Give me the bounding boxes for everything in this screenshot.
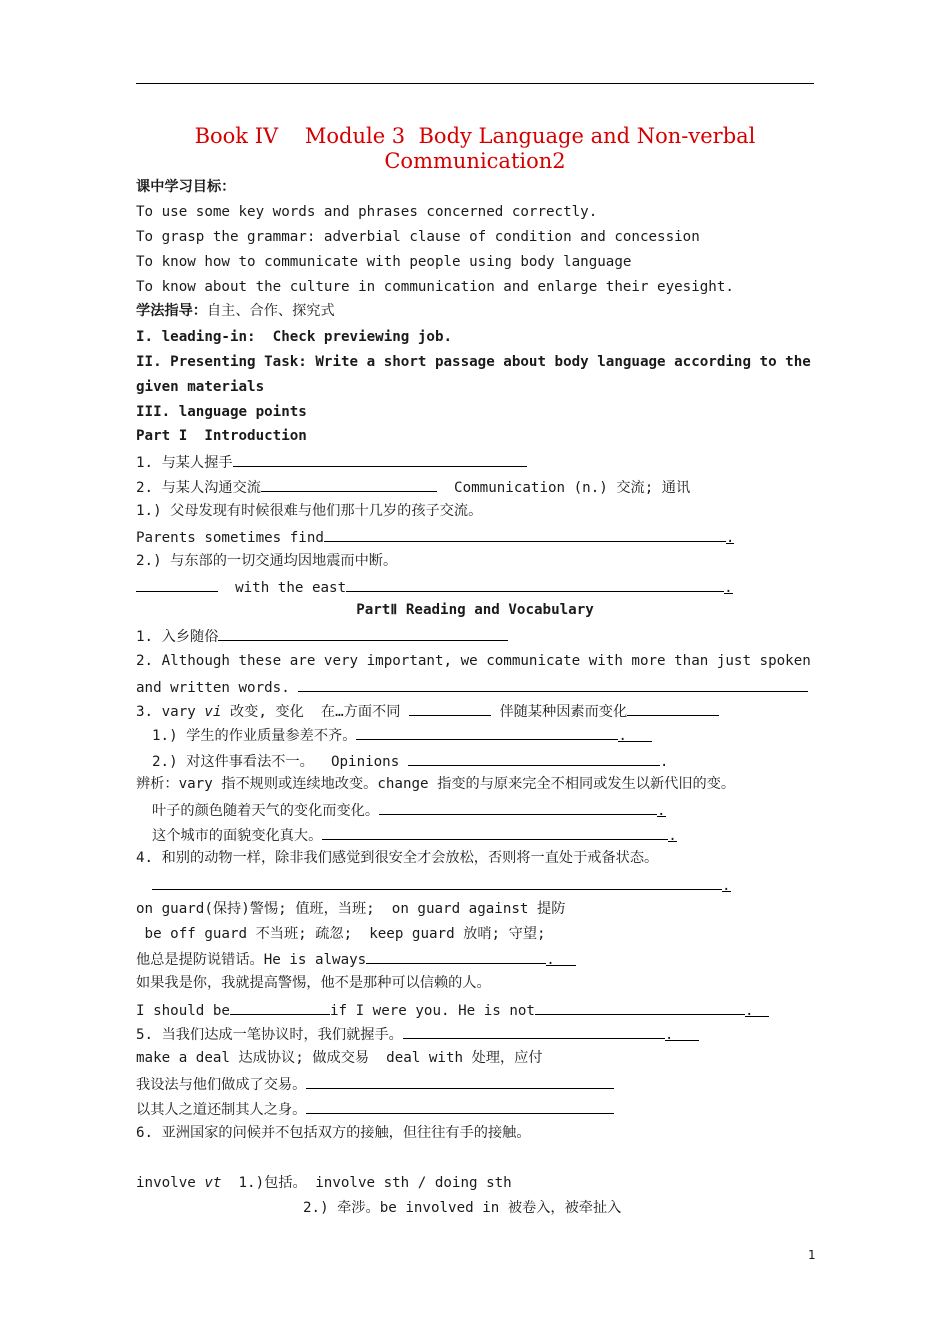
guard-ex1: 他总是提防说错话。He is always . bbox=[136, 948, 576, 970]
involve-note-1: involve vt 1.)包括。 involve sth / doing sth bbox=[136, 1175, 512, 1191]
objective-1: To use some key words and phrases concerned correctly. bbox=[136, 204, 598, 220]
answer-blank[interactable] bbox=[356, 724, 618, 740]
answer-blank[interactable] bbox=[409, 700, 491, 716]
guard-ex2: 如果我是你，我就提高警惕，他不是那种可以信赖的人。 bbox=[136, 975, 491, 991]
part1-heading: Part I Introduction bbox=[136, 428, 307, 444]
part2-item2-line2: and written words. bbox=[136, 676, 808, 698]
part1-item1: 1. 与某人握手 bbox=[136, 451, 527, 473]
part1-ex1-en: Parents sometimes find . bbox=[136, 526, 734, 548]
answer-blank[interactable] bbox=[379, 799, 657, 815]
part2-item6: 6. 亚洲国家的问候并不包括双方的接触，但往往有手的接触。 bbox=[136, 1125, 531, 1141]
answer-blank[interactable] bbox=[136, 576, 218, 592]
answer-blank[interactable] bbox=[322, 824, 668, 840]
part2-heading: PartⅡ Reading and Vocabulary bbox=[356, 602, 594, 618]
guard-note-1: on guard(保持)警惕; 值班，当班; on guard against 提防 bbox=[136, 901, 566, 917]
part2-item5: 5. 当我们达成一笔协议时，我们就握手。 . bbox=[136, 1023, 699, 1045]
answer-blank[interactable] bbox=[627, 700, 719, 716]
objectives-heading: 课中学习目标： bbox=[136, 179, 236, 195]
page-title-line2: Communication2 bbox=[384, 149, 566, 173]
method-text: 自主、合作、探究式 bbox=[206, 303, 335, 319]
answer-blank[interactable] bbox=[230, 999, 330, 1015]
distinguish-note: 辨析：vary 指不规则或连续地改变。change 指变的与原来完全不相同或发生以新代旧的变。 bbox=[136, 776, 736, 792]
answer-blank[interactable] bbox=[233, 451, 527, 467]
answer-blank[interactable] bbox=[366, 948, 546, 964]
answer-blank[interactable] bbox=[346, 576, 724, 592]
guard-ex3: I should be if I were you. He is not . bbox=[136, 999, 769, 1021]
answer-blank[interactable] bbox=[298, 676, 808, 692]
answer-blank[interactable] bbox=[306, 1073, 614, 1089]
guard-note-2: be off guard 不当班; 疏忽; keep guard 放哨; 守望; bbox=[136, 926, 546, 942]
page-title-line1: Book IV Module 3 Body Language and Non-verbal bbox=[194, 124, 756, 148]
objective-3: To know how to communicate with people using body language bbox=[136, 254, 632, 270]
part1-ex1-cn: 1.) 父母发现有时候很难与他们那十几岁的孩子交流。 bbox=[136, 503, 483, 519]
method-line bbox=[136, 301, 335, 321]
page-number: 1 bbox=[808, 1248, 816, 1262]
section-language-points: III. language points bbox=[136, 404, 307, 420]
part1-item2: 2. 与某人沟通交流 Communication (n.) 交流; 通讯 bbox=[136, 476, 690, 498]
distinguish-ex1: 叶子的颜色随着天气的变化而变化。 . bbox=[152, 799, 666, 821]
answer-blank[interactable] bbox=[324, 526, 726, 542]
method-label: 学法指导： bbox=[136, 303, 207, 319]
deal-ex1: 我设法与他们做成了交易。 bbox=[136, 1073, 614, 1095]
objective-4: To know about the culture in communication and enlarge their eyesight. bbox=[136, 279, 734, 295]
answer-blank[interactable] bbox=[408, 750, 660, 766]
involve-note-2: 2.) 牵涉。be involved in 被卷入，被牵扯入 bbox=[303, 1200, 622, 1216]
part2-item1: 1. 入乡随俗 bbox=[136, 625, 508, 647]
part1-ex2-cn: 2.) 与东部的一切交通均因地震而中断。 bbox=[136, 553, 398, 569]
part1-ex2-en: with the east . bbox=[136, 576, 733, 598]
deal-note: make a deal 达成协议; 做成交易 deal with 处理，应付 bbox=[136, 1050, 543, 1066]
distinguish-ex2: 这个城市的面貌变化真大。 . bbox=[152, 824, 677, 846]
section-presenting-line2: given materials bbox=[136, 379, 265, 395]
deal-ex2: 以其人之道还制其人之身。 bbox=[136, 1098, 614, 1120]
communication-note: Communication (n.) 交流; 通讯 bbox=[454, 480, 691, 496]
header-rule bbox=[136, 83, 814, 84]
part2-item3-ex2: 2.) 对这件事看法不一。 Opinions . bbox=[152, 750, 668, 772]
answer-blank[interactable] bbox=[218, 625, 508, 641]
part2-item4-answer: . bbox=[152, 874, 731, 896]
section-presenting-line1: II. Presenting Task: Write a short passage about body language according to the bbox=[136, 354, 811, 370]
objective-2: To grasp the grammar: adverbial clause of condition and concession bbox=[136, 229, 700, 245]
answer-blank[interactable] bbox=[403, 1023, 665, 1039]
answer-blank[interactable] bbox=[261, 476, 437, 492]
section-leading-in: I. leading-in: Check previewing job. bbox=[136, 329, 453, 345]
answer-blank[interactable] bbox=[152, 874, 722, 890]
part2-item4: 4. 和别的动物一样，除非我们感觉到很安全才会放松，否则将一直处于戒备状态。 bbox=[136, 850, 659, 866]
part2-item3: 3. vary vi 改变, 变化 在…方面不同 伴随某种因素而变化 bbox=[136, 700, 719, 722]
part2-item3-ex1: 1.) 学生的作业质量参差不齐。 . bbox=[152, 724, 652, 746]
answer-blank[interactable] bbox=[306, 1098, 614, 1114]
part2-item2-line1: 2. Although these are very important, we communicate with more than just spoken bbox=[136, 653, 811, 669]
answer-blank[interactable] bbox=[535, 999, 745, 1015]
